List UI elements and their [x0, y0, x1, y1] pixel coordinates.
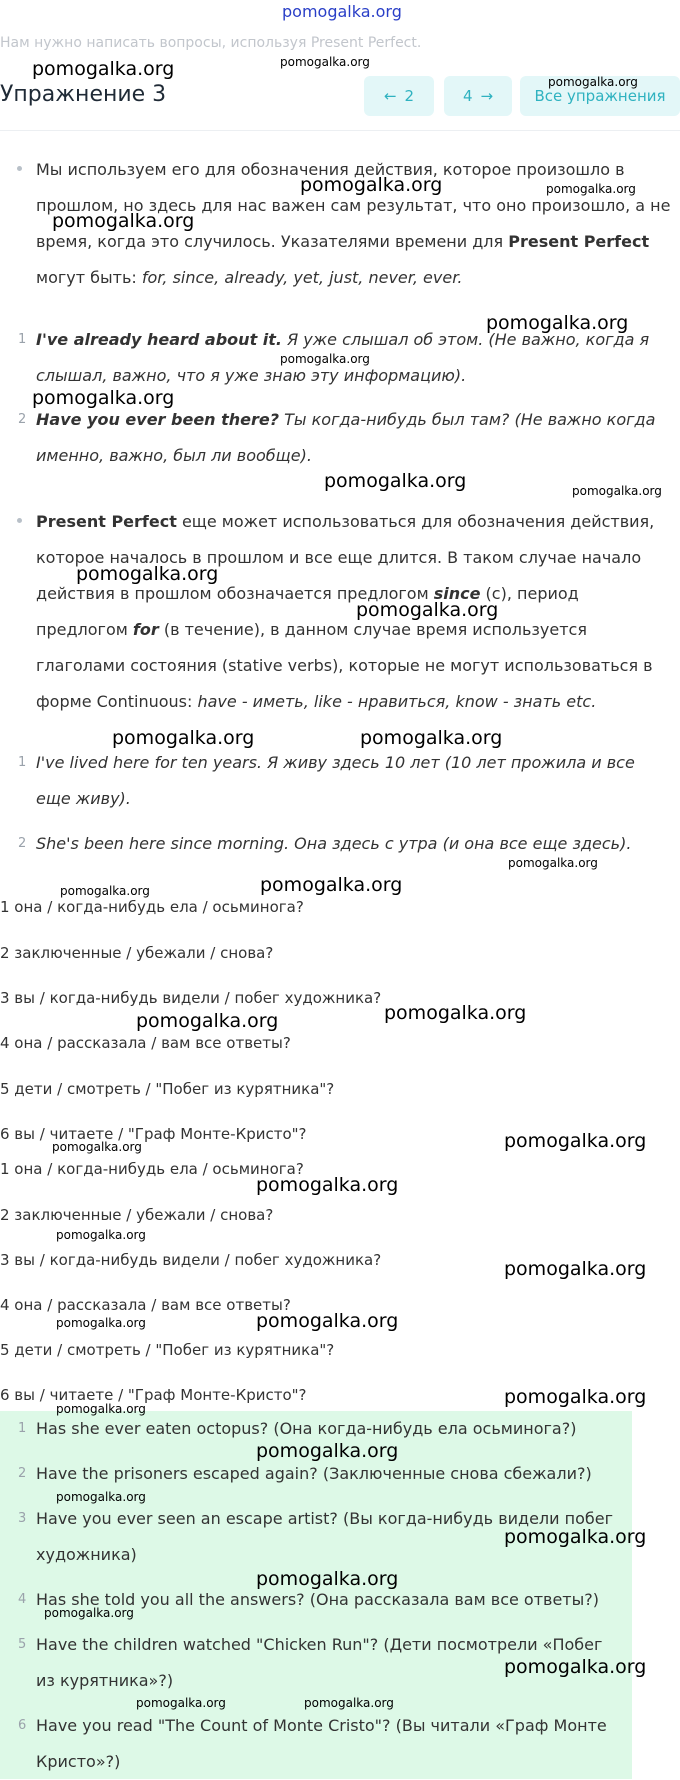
task-intro: Нам нужно написать вопросы, используя Present Perfect. [0, 35, 422, 51]
task-item: 1 она / когда-нибудь ела / осьминога? [0, 898, 304, 916]
example-4: She's been here since morning. Она здесь с утра (и она все еще здесь). [36, 834, 632, 853]
answer-item: Have you read "The Count of Monte Cristo"? (Вы читали «Граф Монте Кристо»?) [36, 1716, 607, 1771]
example-en: I've already heard about it. [36, 330, 282, 349]
watermark: pomogalka.org [504, 1656, 647, 1678]
watermark: pomogalka.org [32, 58, 175, 80]
example-ru: Ты когда-нибудь был там? (Не важно когда именно, важно, был ли вообще). [36, 410, 656, 465]
watermark: pomogalka.org [136, 1696, 226, 1710]
watermark: pomogalka.org [136, 1010, 279, 1032]
example-number: 1 [18, 332, 27, 347]
task-item: 3 вы / когда-нибудь видели / побег художника? [0, 989, 382, 1007]
watermark: pomogalka.org [256, 1174, 399, 1196]
watermark: pomogalka.org [324, 470, 467, 492]
divider [0, 130, 680, 131]
watermark: pomogalka.org [384, 1002, 527, 1024]
example-number: 2 [18, 412, 27, 427]
answer-item: Has she told you all the answers? (Она рассказала вам все ответы?) [36, 1590, 599, 1609]
arrow-right-icon: → [480, 87, 494, 105]
term: Present Perfect [36, 512, 177, 531]
watermark: pomogalka.org [256, 1310, 399, 1332]
watermark: pomogalka.org [256, 1440, 399, 1462]
task-item: 5 дети / смотреть / "Побег из курятника"? [0, 1341, 335, 1359]
task-item: 6 вы / читаете / "Граф Монте-Кристо"? [0, 1125, 307, 1143]
task-item: 5 дети / смотреть / "Побег из курятника"? [0, 1080, 335, 1098]
example-number: 1 [18, 755, 27, 770]
watermark: pomogalka.org [280, 352, 370, 366]
bullet-dot [17, 166, 22, 171]
watermark: pomogalka.org [572, 484, 662, 498]
watermark: pomogalka.org [304, 1696, 394, 1710]
watermark: pomogalka.org [112, 727, 255, 749]
site-title[interactable]: pomogalka.org [282, 2, 402, 21]
term: Present Perfect [508, 232, 650, 251]
watermark: pomogalka.org [56, 1316, 146, 1330]
prev-exercise-button[interactable] [364, 76, 434, 116]
watermark: pomogalka.org [280, 55, 370, 69]
text: (с), период предлогом [36, 584, 579, 639]
watermark: pomogalka.org [56, 1402, 146, 1416]
bullet-dot [17, 518, 22, 523]
task-item: 4 она / рассказала / вам все ответы? [0, 1296, 291, 1314]
watermark: pomogalka.org [56, 1228, 146, 1242]
answer-number: 4 [18, 1592, 27, 1607]
answer-item: Have you ever seen an escape artist? (Вы когда-нибудь видели побег художника) [36, 1509, 613, 1564]
preposition-for: for [132, 620, 159, 639]
text: еще может использоваться для обозначения действия, которое началось в прошлом и все еще длится. В таком случае начало действия в прошлом обозначается предлогом [36, 512, 655, 603]
next-exercise-button[interactable] [444, 76, 512, 116]
stative-verbs: have - иметь, like - нравиться, know - знать etc. [197, 692, 597, 711]
task-item: 3 вы / когда-нибудь видели / побег художника? [0, 1251, 382, 1269]
text: могут быть: [36, 268, 142, 287]
example-3: I've lived here for ten years. Я живу здесь 10 лет (10 лет прожила и все еще живу). [36, 753, 635, 808]
answer-item: Have the children watched "Chicken Run"? (Дети посмотрели «Побег из курятника»?) [36, 1635, 603, 1690]
task-item: 4 она / рассказала / вам все ответы? [0, 1034, 291, 1052]
answer-item: Have the prisoners escaped again? (Заключенные снова сбежали?) [36, 1464, 592, 1483]
task-item: 2 заключенные / убежали / снова? [0, 1206, 274, 1224]
next-exercise-label: 4 [462, 87, 473, 105]
watermark: pomogalka.org [300, 174, 443, 196]
watermark: pomogalka.org [548, 75, 638, 89]
answer-number: 6 [18, 1718, 27, 1733]
watermark: pomogalka.org [504, 1258, 647, 1280]
watermark: pomogalka.org [256, 1568, 399, 1590]
watermark: pomogalka.org [486, 312, 629, 334]
answer-number: 2 [18, 1466, 27, 1481]
task-item: 1 она / когда-нибудь ела / осьминога? [0, 1160, 304, 1178]
watermark: pomogalka.org [52, 210, 195, 232]
watermark: pomogalka.org [504, 1130, 647, 1152]
watermark: pomogalka.org [360, 727, 503, 749]
watermark: pomogalka.org [504, 1526, 647, 1548]
all-exercises-button[interactable]: Все упражнения [520, 76, 680, 116]
task-item: 2 заключенные / убежали / снова? [0, 944, 274, 962]
example-en: Have you ever been there? [36, 410, 280, 429]
preposition-since: since [433, 584, 481, 603]
answer-number: 1 [18, 1421, 27, 1436]
answer-number: 3 [18, 1511, 27, 1526]
task-item: 6 вы / читаете / "Граф Монте-Кристо"? [0, 1386, 307, 1404]
text: Мы используем его для обозначения действия, которое произошло в прошлом, но здесь для нас важен сам результат, что оно произошло, а не время, когда это случилось. Указателями времени для [36, 160, 671, 251]
watermark: pomogalka.org [508, 856, 598, 870]
watermark: pomogalka.org [356, 599, 499, 621]
example-2 [36, 402, 672, 474]
watermark: pomogalka.org [260, 874, 403, 896]
arrow-left-icon: ← [383, 87, 397, 105]
time-markers: for, since, already, yet, just, never, ever. [141, 268, 463, 287]
watermark: pomogalka.org [44, 1606, 134, 1620]
watermark: pomogalka.org [76, 563, 219, 585]
page-title: Упражнение 3 [0, 82, 167, 107]
example-number: 2 [18, 836, 27, 851]
watermark: pomogalka.org [60, 884, 150, 898]
watermark: pomogalka.org [546, 182, 636, 196]
watermark: pomogalka.org [56, 1490, 146, 1504]
theory-paragraph-2 [36, 504, 672, 720]
answer-item: Has she ever eaten octopus? (Она когда-нибудь ела осьминога?) [36, 1419, 577, 1438]
example-ru: Я уже слышал об этом. (Не важно, когда я слышал, важно, что я уже знаю эту информацию). [36, 330, 650, 385]
watermark: pomogalka.org [32, 387, 175, 409]
watermark: pomogalka.org [52, 1140, 142, 1154]
answer-number: 5 [18, 1637, 27, 1652]
text: (в течение), в данном случае время используется глаголами состояния (stative verbs), которые не могут использоваться в форме Continuous: [36, 620, 653, 711]
watermark: pomogalka.org [504, 1386, 647, 1408]
prev-exercise-label: 2 [404, 87, 415, 105]
